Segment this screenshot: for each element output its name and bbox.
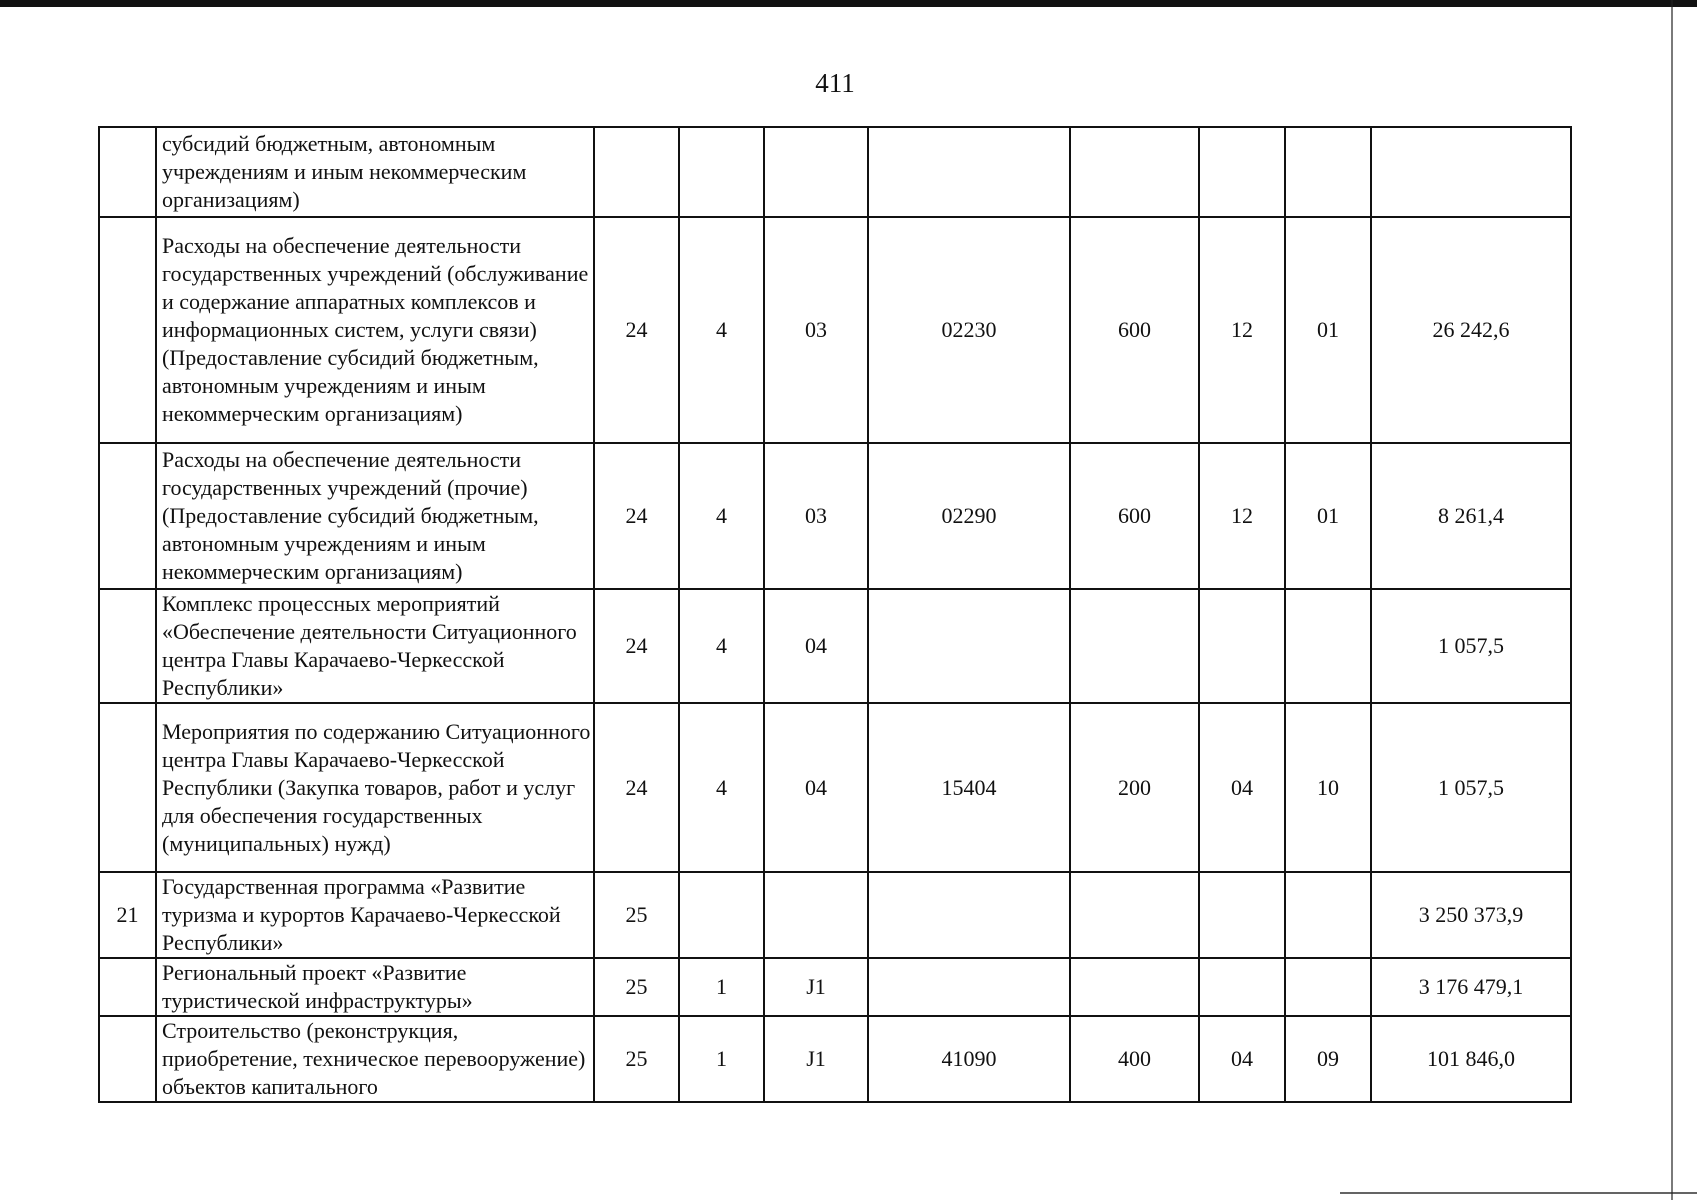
code-cell xyxy=(764,872,868,958)
code-cell: 02230 xyxy=(868,217,1070,443)
amount-cell: 1 057,5 xyxy=(1371,703,1571,872)
budget-table xyxy=(98,126,1572,1103)
amount-cell: 101 846,0 xyxy=(1371,1016,1571,1102)
item-name: Строительство (реконструкция, приобретение, техническое перевооружение) объектов капитального xyxy=(156,1016,594,1102)
code-cell xyxy=(1285,127,1371,217)
code-cell: 12 xyxy=(1199,217,1285,443)
row-number xyxy=(99,589,156,703)
code-cell: 04 xyxy=(1199,1016,1285,1102)
code-cell: 4 xyxy=(679,443,764,589)
code-cell xyxy=(679,127,764,217)
item-name: Государственная программа «Развитие туризма и курортов Карачаево-Черкесской Республики» xyxy=(156,872,594,958)
code-cell xyxy=(1070,872,1199,958)
code-cell xyxy=(1199,127,1285,217)
code-cell xyxy=(1070,958,1199,1016)
table-row xyxy=(99,127,1571,217)
code-cell: 4 xyxy=(679,589,764,703)
code-cell: 25 xyxy=(594,1016,679,1102)
table-row xyxy=(99,1016,1571,1102)
code-cell: 600 xyxy=(1070,443,1199,589)
code-cell: 41090 xyxy=(868,1016,1070,1102)
code-cell: J1 xyxy=(764,958,868,1016)
amount-cell: 26 242,6 xyxy=(1371,217,1571,443)
code-cell: 4 xyxy=(679,217,764,443)
item-name: Расходы на обеспечение деятельности государственных учреждений (обслуживание и содержание аппаратных комплексов и информационных систем, услуги связи) (Предоставление субсидий бюджетным, автономным учреждениям и иным некоммерческим организациям) xyxy=(156,217,594,443)
item-name: Региональный проект «Развитие туристической инфраструктуры» xyxy=(156,958,594,1016)
code-cell: 24 xyxy=(594,443,679,589)
item-name: субсидий бюджетным, автономным учреждениям и иным некоммерческим организациям) xyxy=(156,127,594,217)
amount-cell: 3 176 479,1 xyxy=(1371,958,1571,1016)
code-cell: 24 xyxy=(594,589,679,703)
code-cell: 01 xyxy=(1285,217,1371,443)
code-cell: 04 xyxy=(1199,703,1285,872)
code-cell: 4 xyxy=(679,703,764,872)
code-cell: 02290 xyxy=(868,443,1070,589)
code-cell: 400 xyxy=(1070,1016,1199,1102)
code-cell xyxy=(1199,958,1285,1016)
code-cell xyxy=(764,127,868,217)
row-number xyxy=(99,958,156,1016)
scan-bottom-edge xyxy=(1340,1192,1697,1194)
amount-cell: 3 250 373,9 xyxy=(1371,872,1571,958)
code-cell xyxy=(1285,958,1371,1016)
item-name: Мероприятия по содержанию Ситуационного центра Главы Карачаево-Черкесской Республики (Закупка товаров, работ и услуг для обеспечения государственных (муниципальных) нужд) xyxy=(156,703,594,872)
code-cell xyxy=(679,872,764,958)
code-cell: 600 xyxy=(1070,217,1199,443)
code-cell: J1 xyxy=(764,1016,868,1102)
code-cell: 12 xyxy=(1199,443,1285,589)
code-cell: 15404 xyxy=(868,703,1070,872)
code-cell: 25 xyxy=(594,958,679,1016)
code-cell: 04 xyxy=(764,589,868,703)
table-row xyxy=(99,958,1571,1016)
item-name: Расходы на обеспечение деятельности государственных учреждений (прочие) (Предоставление субсидий бюджетным, автономным учреждениям и иным некоммерческим организациям) xyxy=(156,443,594,589)
code-cell xyxy=(868,127,1070,217)
code-cell xyxy=(1285,589,1371,703)
code-cell xyxy=(1070,589,1199,703)
scan-right-edge xyxy=(1671,0,1673,1200)
code-cell: 01 xyxy=(1285,443,1371,589)
code-cell xyxy=(1199,589,1285,703)
code-cell xyxy=(1199,872,1285,958)
row-number xyxy=(99,1016,156,1102)
code-cell xyxy=(868,958,1070,1016)
code-cell xyxy=(594,127,679,217)
row-number: 21 xyxy=(99,872,156,958)
amount-cell xyxy=(1371,127,1571,217)
table-row xyxy=(99,703,1571,872)
scan-top-edge xyxy=(0,0,1697,7)
code-cell: 03 xyxy=(764,217,868,443)
row-number xyxy=(99,443,156,589)
code-cell: 1 xyxy=(679,1016,764,1102)
code-cell: 09 xyxy=(1285,1016,1371,1102)
code-cell xyxy=(868,872,1070,958)
code-cell: 25 xyxy=(594,872,679,958)
code-cell: 03 xyxy=(764,443,868,589)
page-number: 411 xyxy=(815,68,855,98)
table-row xyxy=(99,217,1571,443)
table-row xyxy=(99,872,1571,958)
code-cell xyxy=(868,589,1070,703)
code-cell xyxy=(1070,127,1199,217)
row-number xyxy=(99,127,156,217)
row-number xyxy=(99,703,156,872)
code-cell xyxy=(1285,872,1371,958)
item-name: Комплекс процессных мероприятий «Обеспечение деятельности Ситуационного центра Главы Карачаево-Черкесской Республики» xyxy=(156,589,594,703)
code-cell: 200 xyxy=(1070,703,1199,872)
amount-cell: 8 261,4 xyxy=(1371,443,1571,589)
code-cell: 10 xyxy=(1285,703,1371,872)
table-row xyxy=(99,443,1571,589)
code-cell: 24 xyxy=(594,703,679,872)
table-row xyxy=(99,589,1571,703)
code-cell: 1 xyxy=(679,958,764,1016)
code-cell: 04 xyxy=(764,703,868,872)
amount-cell: 1 057,5 xyxy=(1371,589,1571,703)
code-cell: 24 xyxy=(594,217,679,443)
row-number xyxy=(99,217,156,443)
